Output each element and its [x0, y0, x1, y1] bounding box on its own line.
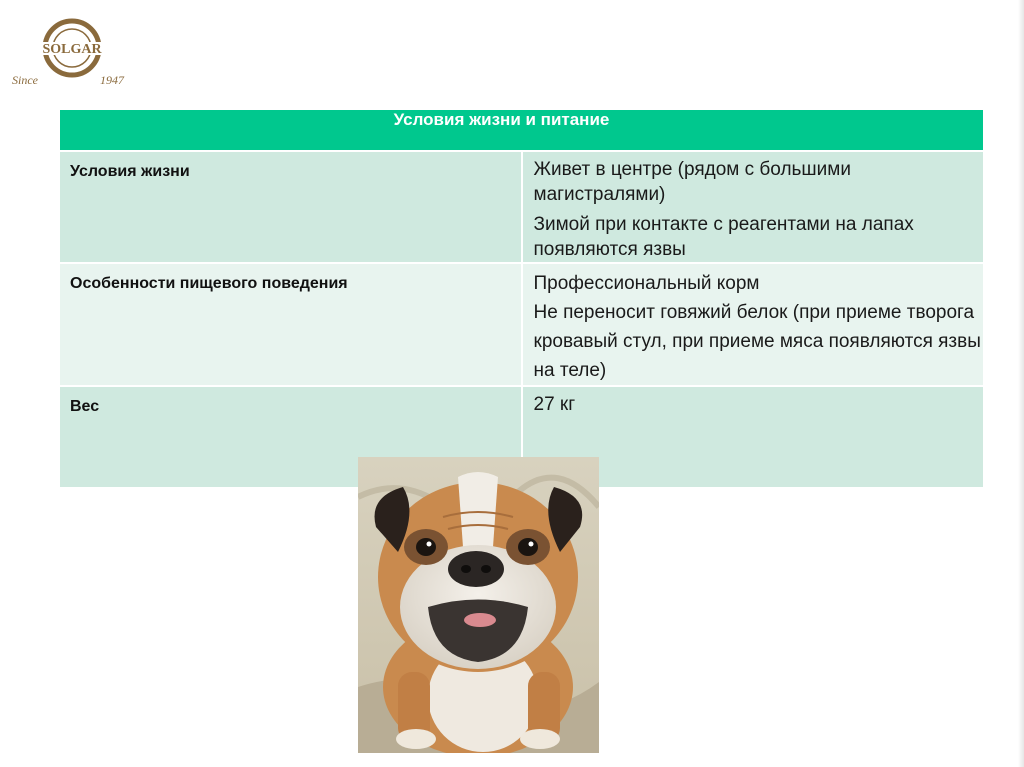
solgar-logo	[10, 18, 132, 90]
row-label-cell	[60, 151, 522, 263]
table-row	[60, 151, 983, 263]
value-line: 27 кг	[533, 394, 576, 415]
solgar-logo-icon	[10, 18, 132, 90]
logo-since-text: Since	[12, 73, 38, 87]
row-label-feeding-behavior: Особенности пищевого поведения	[70, 275, 348, 292]
value-line: Живет в центре (рядом с большими магистралями)	[533, 159, 851, 205]
value-line: Не переносит говяжий белок (при приеме творога кровавый стул, при приеме мяса появляются язвы на теле)	[533, 302, 981, 381]
row-label-weight: Вес	[70, 398, 100, 415]
row-label-cell	[60, 263, 522, 386]
logo-brand-text: SOLGAR	[42, 42, 102, 57]
bulldog-photo	[358, 457, 599, 753]
table-header-row	[60, 110, 983, 151]
bulldog-image	[358, 457, 599, 753]
slide-edge	[1018, 0, 1024, 767]
logo-year-text: 1947	[100, 73, 124, 87]
row-value-cell	[522, 263, 984, 386]
table-title: Условия жизни и питание	[60, 110, 983, 151]
value-line: Зимой при контакте с реагентами на лапах появляются язвы	[533, 214, 914, 260]
row-label-living-conditions: Условия жизни	[70, 163, 190, 180]
table-row	[60, 263, 983, 386]
value-line: Профессиональный корм	[533, 273, 760, 294]
row-value-cell	[522, 151, 984, 263]
conditions-table	[60, 110, 983, 487]
